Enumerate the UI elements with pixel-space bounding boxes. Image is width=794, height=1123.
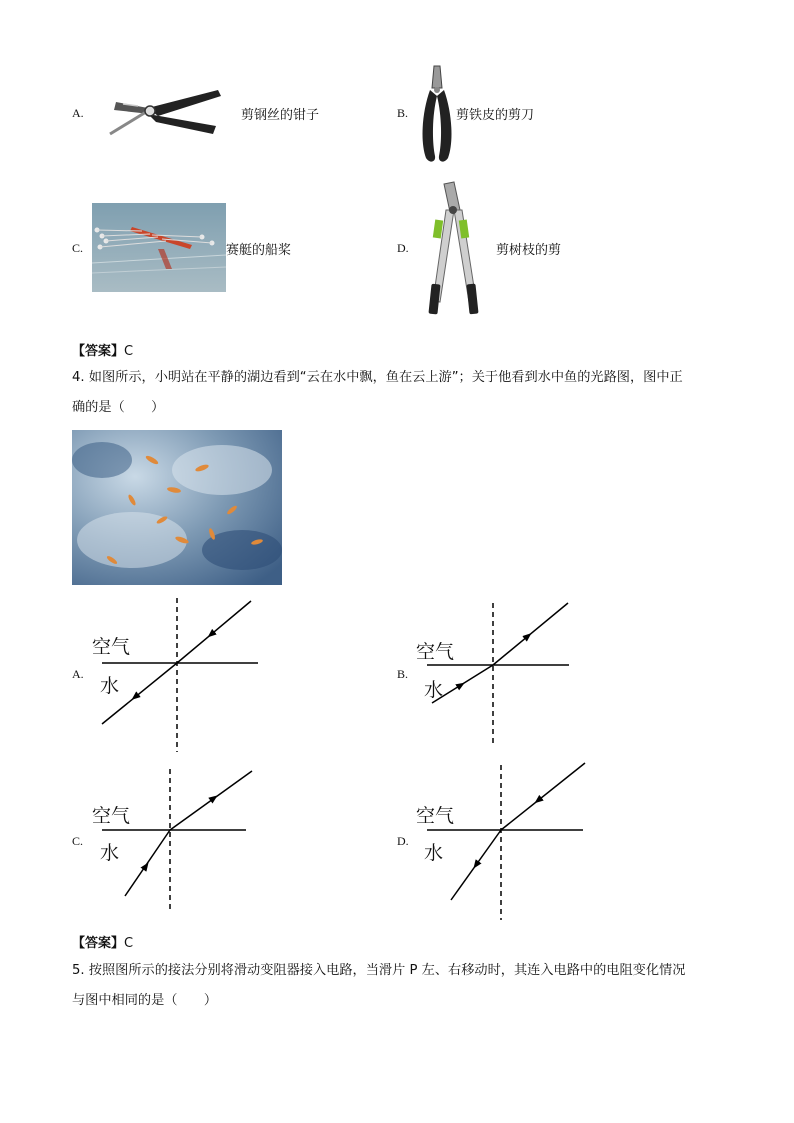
diagram-a-letter: A. — [72, 667, 84, 681]
diagram-c-letter: C. — [72, 834, 84, 848]
diagram-a-water-label: 水 — [100, 675, 120, 697]
diagram-b-letter: B. — [397, 667, 409, 681]
diagram-b-water-label: 水 — [424, 679, 444, 701]
diagram-d-letter: D. — [397, 834, 409, 848]
option-a-caption: 剪钢丝的钳子 — [241, 108, 320, 123]
answer-value: C — [124, 936, 134, 951]
question-number: 4. — [72, 370, 85, 385]
diagram-d-water-label: 水 — [424, 842, 444, 864]
option-c-caption: 赛艇的船桨 — [226, 243, 292, 258]
answer-value: C — [124, 344, 134, 359]
question-5-text — [72, 956, 732, 1016]
option-c-letter: C. — [72, 241, 84, 255]
diagram-c-water-label: 水 — [100, 842, 120, 864]
diagram-a-air-label: 空气 — [92, 636, 131, 658]
question-number: 5. — [72, 963, 85, 978]
option-a-letter: A. — [72, 106, 84, 120]
question-text-line2: 确的是（ ） — [72, 400, 165, 415]
option-b-caption: 剪铁皮的剪刀 — [456, 108, 535, 123]
diagram-d-air-label: 空气 — [416, 805, 455, 827]
q4-answer — [72, 932, 133, 951]
diagram-c-air-label: 空气 — [92, 805, 131, 827]
option-d-letter: D. — [397, 241, 409, 255]
question-text-line1: 如图所示，小明站在平静的湖边看到“云在水中飘，鱼在云上游”；关于他看到水中鱼的光路图，图中正 — [88, 370, 683, 385]
answer-label: 【答案】 — [72, 344, 125, 359]
diagram-b-air-label: 空气 — [416, 641, 455, 663]
option-b-letter: B. — [397, 106, 409, 120]
question-text-line1: 按照图所示的接法分别将滑动变阻器接入电路，当滑片 P 左、右移动时，其连入电路中的电阻变化情况 — [88, 963, 686, 978]
answer-label: 【答案】 — [72, 936, 125, 951]
option-d-caption: 剪树枝的剪 — [496, 243, 562, 258]
question-text-line2: 与图中相同的是（ ） — [72, 993, 218, 1008]
